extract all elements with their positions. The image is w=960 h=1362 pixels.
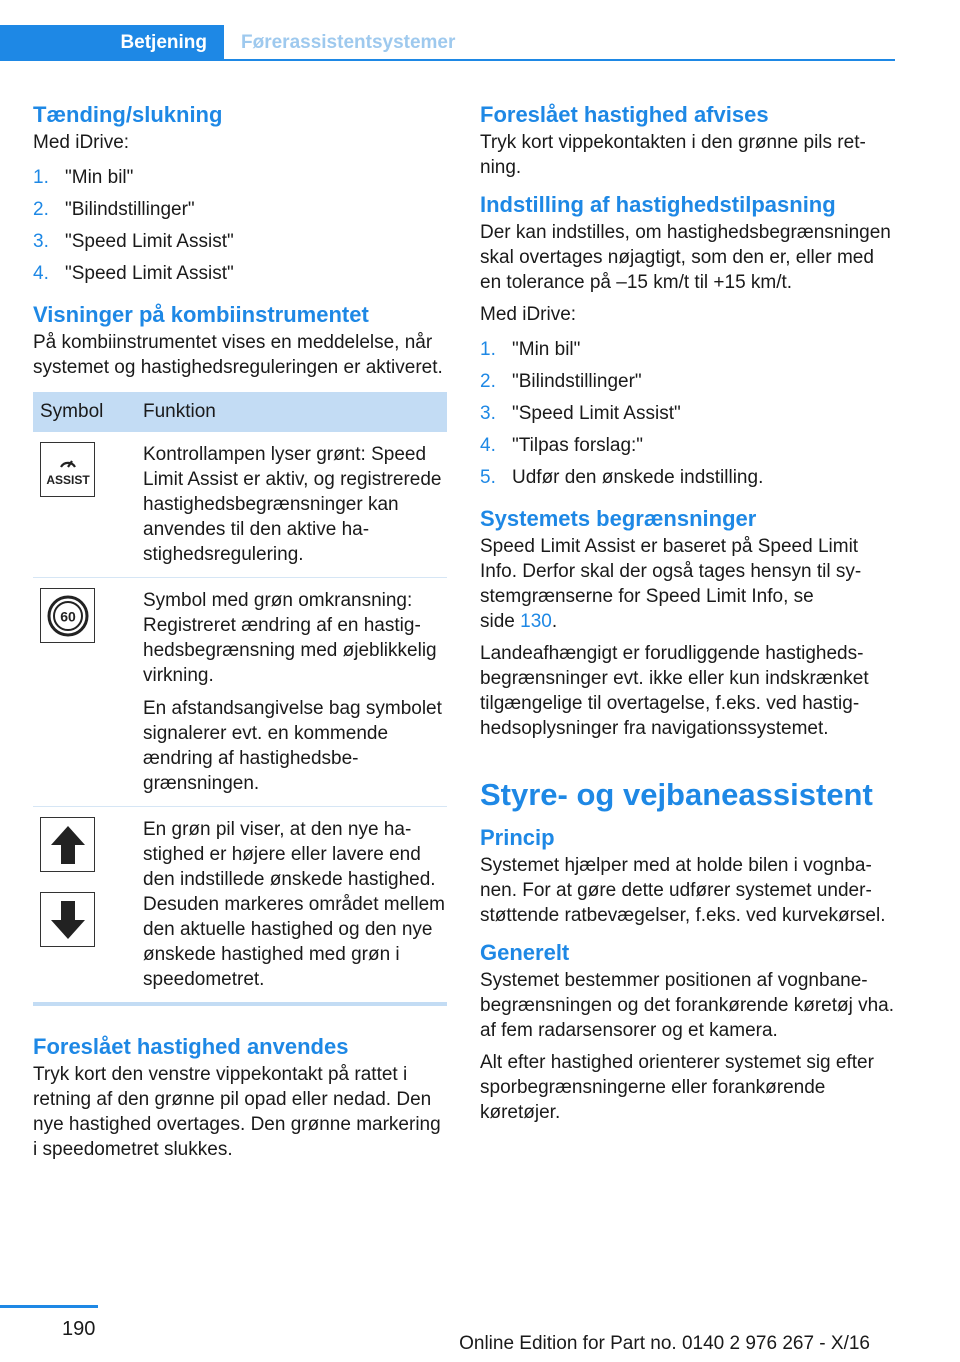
list-item	[33, 165, 447, 190]
table-header	[33, 392, 447, 432]
intro-idrive: Med iDrive:	[33, 132, 130, 153]
paragraph-generelt-1: Systemet bestemmer positionen af vognbanebegrænsningen og det forankørende køretøj vha. af fem radarsensorer og et kamera.	[480, 970, 895, 1041]
paragraph-generelt-2: Alt efter hastighed orienterer systemet sig efter sporbegrænsningerne eller forankørende køretøjer.	[480, 1052, 874, 1123]
list-text: "Min bil"	[65, 167, 134, 188]
tab-betjening[interactable]: Betjening	[0, 25, 224, 61]
begraensninger-text: Speed Limit Assist er baseret på Speed Limit Info. Derfor skal der også tages hensyn til systemgrænserne for Speed Limit Info, se side	[480, 536, 862, 632]
paragraph-princip: Systemet hjælper med at holde bilen i vognbanen. For at gøre dette udfører systemet understøttende ratbevægelser, f.eks. ved kurvekørsel.	[480, 855, 886, 926]
list-item	[33, 261, 447, 286]
heading-indstilling: Indstilling af hastighedstilpasning	[480, 192, 836, 217]
list-item	[480, 337, 894, 362]
speed-60-label: 60	[59, 608, 76, 624]
steps-list-2	[480, 337, 894, 490]
list-text: "Tilpas forslag:"	[512, 435, 644, 456]
list-text: "Speed Limit Assist"	[65, 231, 234, 252]
heading-generelt: Generelt	[480, 940, 570, 965]
heading-styre-vejbaneassistent: Styre- og vejbaneassistent	[480, 777, 873, 812]
list-item	[480, 369, 894, 394]
col-header-funktion: Funktion	[143, 401, 216, 422]
steps-list-1	[33, 165, 447, 286]
page-link-130[interactable]: 130	[520, 611, 552, 632]
list-number: 3.	[480, 403, 496, 424]
arrow-down-icon	[40, 892, 95, 947]
paragraph-foreslaet-anvendes: Tryk kort den venstre vippekontakt på rattet i retning af den grønne pil opad eller nedad. Den nye hastighed overtages. Den grønne markering i speedometret slukkes.	[33, 1064, 441, 1160]
list-number: 3.	[33, 231, 49, 252]
assist-icon-label: ASSIST	[45, 472, 90, 487]
list-number: 4.	[480, 435, 496, 456]
heading-foreslaet-anvendes: Foreslået hastighed anvendes	[33, 1034, 349, 1059]
table-row	[33, 432, 447, 578]
tab-forerassistentsystemer[interactable]: Førerassistentsystemer	[241, 32, 456, 53]
footer-rule	[0, 1305, 98, 1308]
edition-text: Online Edition for Part no. 0140 2 976 267 - X/16	[459, 1333, 870, 1354]
right-column	[480, 100, 894, 1125]
page-number: 190	[62, 1318, 96, 1340]
symbol-table	[33, 392, 447, 1006]
list-text: "Bilindstillinger"	[512, 371, 642, 392]
paragraph-begraensninger	[480, 534, 894, 634]
list-number: 2.	[480, 371, 496, 392]
row3-text: En grøn pil viser, at den nye hastighed er højere eller lavere end den indstillede ønskede hastighed. Desuden markeres området mellem den aktuelle hastighed og den nye ønskede hastighed med grøn i speedometret.	[143, 819, 446, 990]
list-item	[33, 229, 447, 254]
list-item	[480, 433, 894, 458]
list-text: "Min bil"	[512, 339, 581, 360]
row2-text-a: Symbol med grøn omkransning: Registreret ændring af en hastighedsbegrænsning med øjeblikkelig virkning.	[143, 590, 437, 686]
intro-idrive-2: Med iDrive:	[480, 304, 577, 325]
speed-60-icon	[40, 588, 95, 643]
heading-princip: Princip	[480, 825, 555, 850]
paragraph-foreslaet-afvises: Tryk kort vippekontakten i den grønne pils retning.	[480, 132, 866, 178]
list-number: 5.	[480, 467, 496, 488]
paragraph-landeafhaengigt: Landeafhængigt er forudliggende hastighedsbegrænsninger evt. ikke eller kun indskrænket tilgængelige til overtagelse, f.eks. ved hastighedsoplysninger fra navigationssystemet.	[480, 643, 869, 739]
heading-begraensninger: Systemets begrænsninger	[480, 506, 757, 531]
page-header	[0, 25, 895, 61]
list-text: "Bilindstillinger"	[65, 199, 195, 220]
arrow-up-icon	[40, 817, 95, 872]
begraensninger-period: .	[551, 611, 558, 632]
table-row	[33, 807, 447, 1002]
list-item	[480, 465, 894, 490]
col-header-symbol: Symbol	[40, 401, 104, 422]
list-number: 2.	[33, 199, 49, 220]
heading-visninger: Visninger på kombiinstrumentet	[33, 302, 369, 327]
left-column	[33, 100, 447, 1162]
heading-taending: Tænding/slukning	[33, 102, 223, 127]
row2-text-b: En afstandsangivelse bag symbolet signalerer evt. en kommende ændring af hastighedsbegrænsningen.	[143, 698, 442, 794]
heading-foreslaet-afvises: Foreslået hastighed afvises	[480, 102, 769, 127]
table-row	[33, 578, 447, 807]
list-text: "Speed Limit Assist"	[65, 263, 234, 284]
assist-icon	[40, 442, 95, 497]
list-number: 1.	[480, 339, 496, 360]
list-text: Udfør den ønskede indstilling.	[512, 467, 764, 488]
list-number: 4.	[33, 263, 49, 284]
paragraph-indstilling: Der kan indstilles, om hastighedsbegrænsningen skal overtages nøjagtigt, som den er, eller med en tolerance på –15 km/t til +15 km/t.	[480, 222, 891, 293]
list-text: "Speed Limit Assist"	[512, 403, 681, 424]
paragraph-visninger: På kombiinstrumentet vises en meddelelse, når systemet og hastighedsreguleringen er aktiveret.	[33, 332, 443, 378]
list-item	[480, 401, 894, 426]
list-number: 1.	[33, 167, 49, 188]
row1-text: Kontrollampen lyser grønt: Speed Limit Assist er aktiv, og registrerede hastighedsbegrænsninger kan anvendes til den aktive hastighedsregulering.	[143, 444, 442, 565]
list-item	[33, 197, 447, 222]
